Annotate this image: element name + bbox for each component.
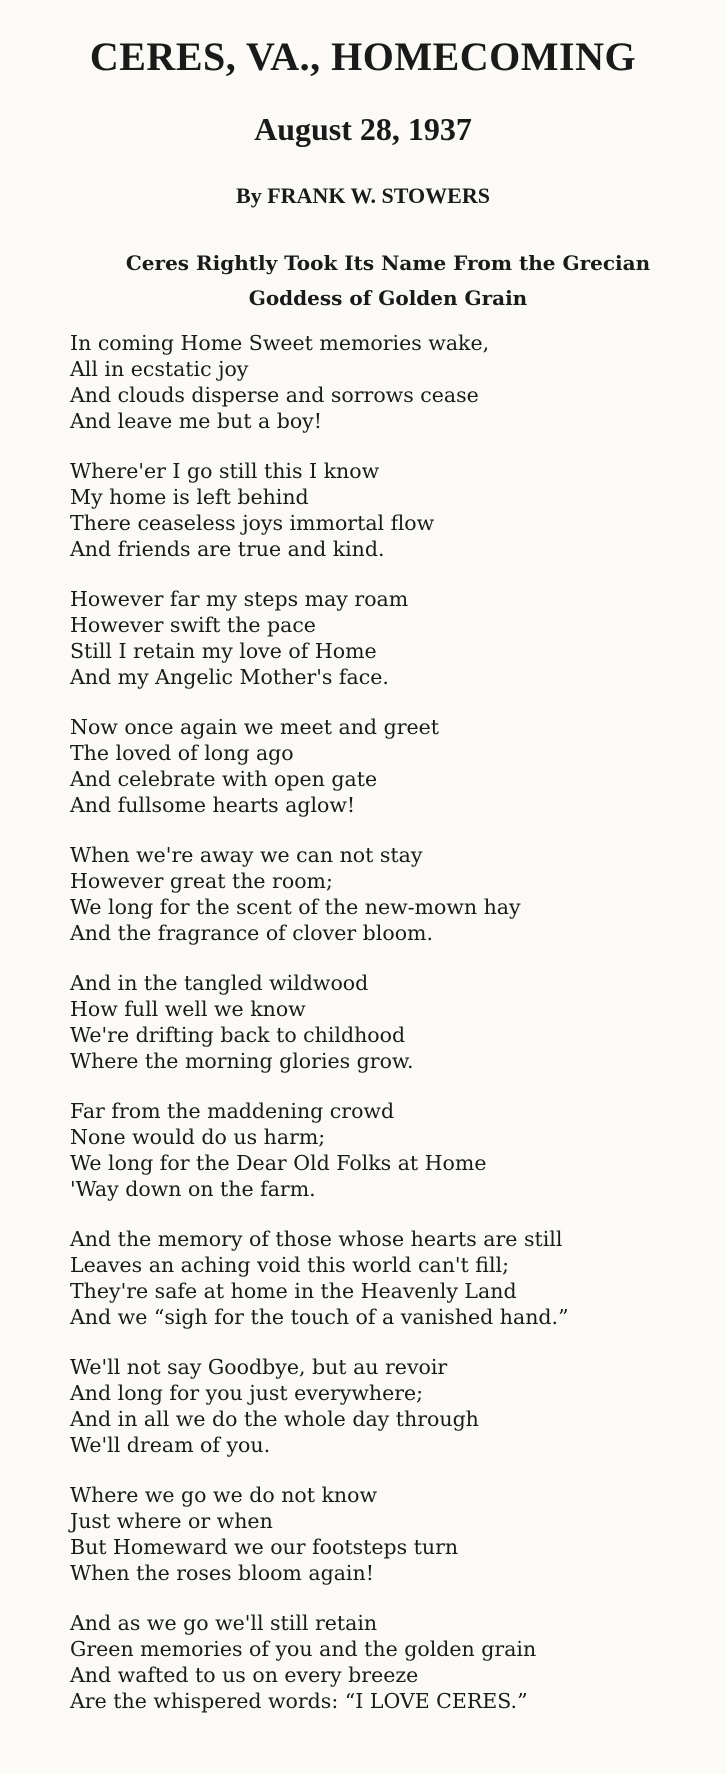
poem-line: But Homeward we our footsteps turn [70,1535,459,1559]
poem-stanza [70,1226,720,1330]
poem-line: We long for the scent of the new-mown hay [70,895,521,919]
subtitle-line-1: Ceres Rightly Took Its Name From the Grecian [125,251,651,275]
poem-stanza [70,1354,720,1458]
poem-line: However swift the pace [70,613,316,637]
poem-line: And leave me but a boy! [70,409,322,433]
poem-line: The loved of long ago [70,741,294,765]
poem-line: And fullsome hearts aglow! [70,793,356,817]
poem-line: And long for you just everywhere; [70,1381,424,1405]
poem-line: And we “sigh for the touch of a vanished hand.” [70,1305,569,1329]
poem-line: However great the room; [70,869,333,893]
subtitle-line-2: Goddess of Golden Grain [248,286,528,310]
poem-line: Where'er I go still this I know [70,459,380,483]
poem-line: And wafted to us on every breeze [70,1663,419,1687]
poem-stanza [70,842,720,946]
poem-stanza [70,1098,720,1202]
poem-line: 'Way down on the farm. [70,1177,316,1201]
poem-line: When we're away we can not stay [70,843,423,867]
poem-byline: By FRANK W. STOWERS [236,183,490,208]
poem-title: CERES, VA., HOMECOMING [89,34,637,79]
poem-line: We'll not say Goodbye, but au revoir [70,1355,448,1379]
poem-line: Now once again we meet and greet [70,715,439,739]
poem-line: They're safe at home in the Heavenly Land [70,1279,517,1303]
poem-line: Are the whispered words: “I LOVE CERES.” [70,1689,528,1713]
poem-line: There ceaseless joys immortal flow [70,511,435,535]
poem-line: Far from the maddening crowd [70,1099,395,1123]
poem-stanza [70,586,720,690]
poem-stanza [70,1610,720,1714]
poem-line: Green memories of you and the golden grain [70,1637,537,1661]
poem-subtitle [68,246,708,316]
poem-line: However far my steps may roam [70,587,409,611]
poem-line: We're drifting back to childhood [70,1023,406,1047]
poem-line: And the fragrance of clover bloom. [70,921,433,945]
poem-stanza [70,458,720,562]
poem-stanza [70,714,720,818]
poem-line: Still I retain my love of Home [70,639,377,663]
poem-stanza [70,970,720,1074]
poem-stanza [70,1482,720,1586]
poem-body [70,330,720,1738]
poem-stanza [70,330,720,434]
poem-line: When the roses bloom again! [70,1561,374,1585]
poem-line: My home is left behind [70,485,309,509]
poem-line: Where we go we do not know [70,1483,378,1507]
poem-line: Where the morning glories grow. [70,1049,414,1073]
poem-line: And clouds disperse and sorrows cease [70,383,479,407]
poem-line: All in ecstatic joy [70,357,249,381]
poem-line: And the memory of those whose hearts are still [70,1227,563,1251]
poem-line: Leaves an aching void this world can't fill; [70,1253,509,1277]
poem-line: And my Angelic Mother's face. [70,665,389,689]
poem-line: How full well we know [70,997,306,1021]
poem-date: August 28, 1937 [254,111,472,147]
poem-line: Just where or when [70,1509,273,1533]
poem-line: We'll dream of you. [70,1433,271,1457]
poem-line: In coming Home Sweet memories wake, [70,331,490,355]
poem-line: And friends are true and kind. [70,537,385,561]
poem-line: And in all we do the whole day through [70,1407,479,1431]
poem-line: We long for the Dear Old Folks at Home [70,1151,487,1175]
poem-line: And celebrate with open gate [70,767,378,791]
poem-line: None would do us harm; [70,1125,326,1149]
poem-line: And as we go we'll still retain [70,1611,378,1635]
poem-line: And in the tangled wildwood [70,971,369,995]
